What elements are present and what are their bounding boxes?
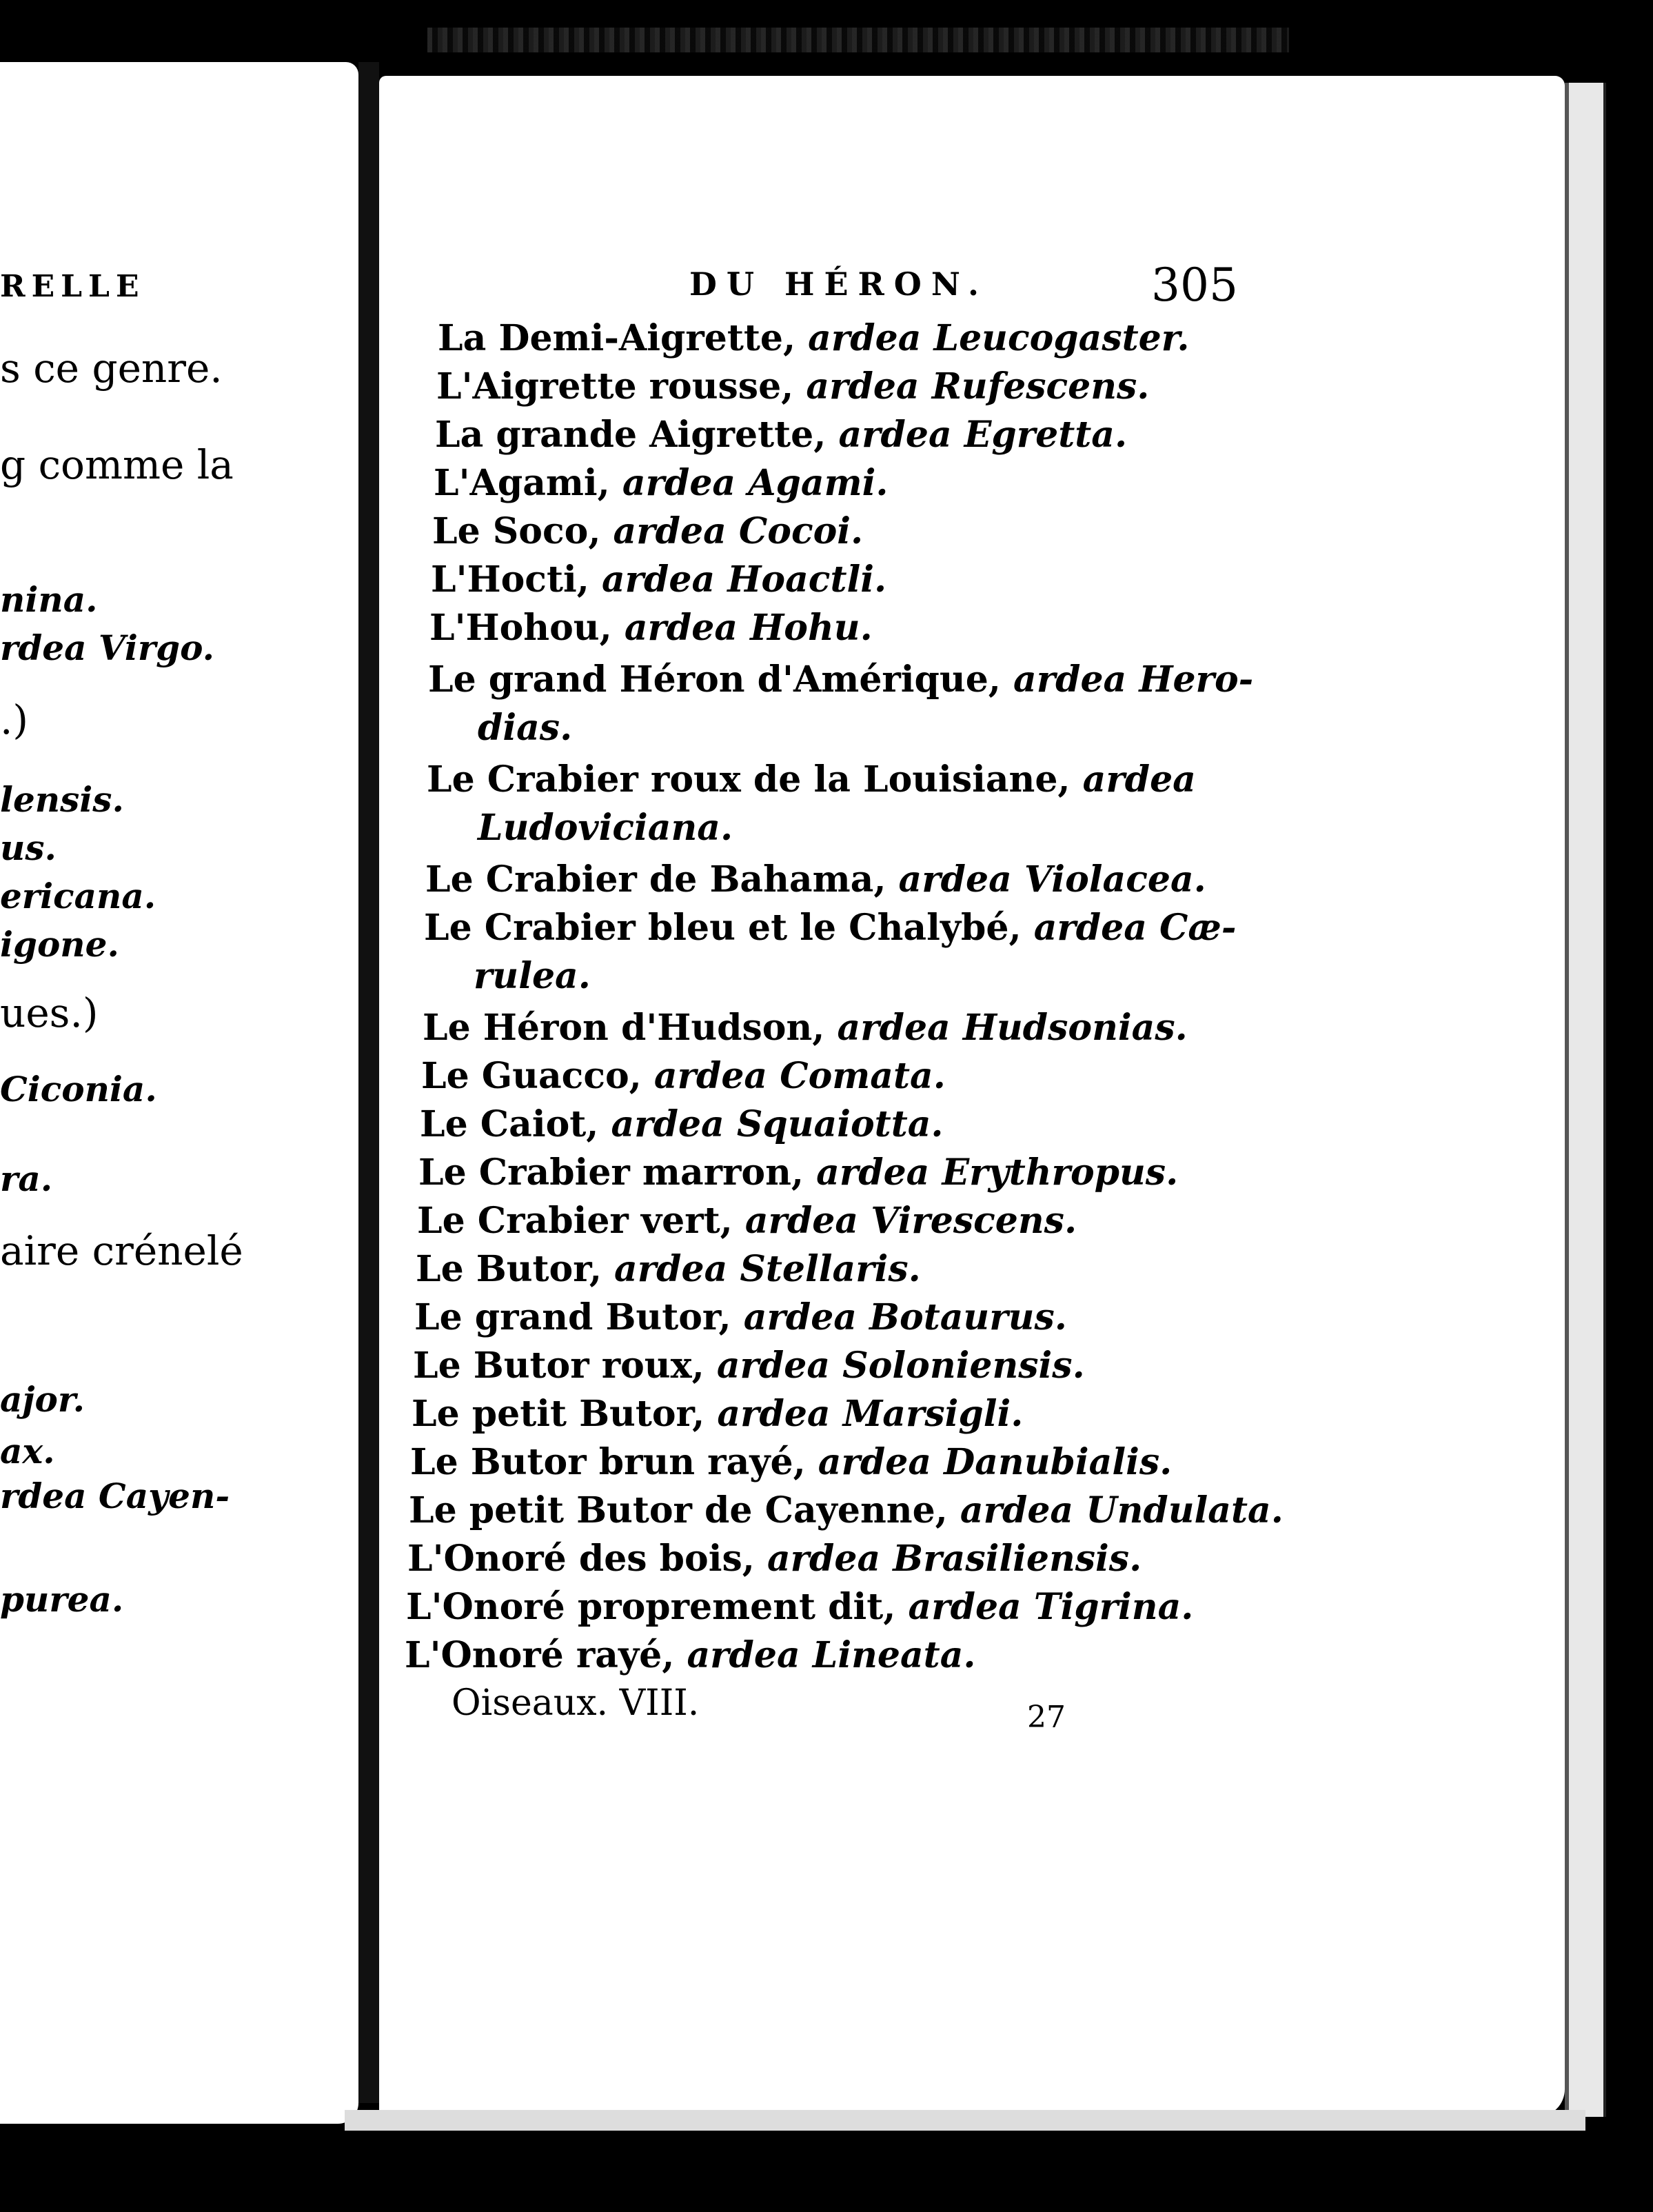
top-edge-noise [427,28,1289,52]
left-page-line: ericana. [0,876,156,916]
left-page-line: ax. [0,1431,55,1471]
latin-name: ardea Marsigli. [717,1393,1024,1435]
species-name: L'Hohou, [429,607,625,649]
species-name: L'Onoré proprement dit, [406,1586,909,1628]
species-name: Le petit Butor, [412,1393,718,1435]
species-name: Le Crabier de Bahama, [425,858,899,901]
species-name: Le petit Butor de Cayenne, [409,1489,960,1531]
running-header: DU HÉRON. [689,265,988,303]
species-name: Le Crabier marron, [418,1152,817,1194]
left-page-line: rdea Cayen- [0,1476,230,1516]
list-item [436,365,1149,408]
list-item [434,462,888,504]
list-item [414,1296,1067,1338]
species-name: Le Crabier vert, [417,1200,745,1242]
left-page-line: aire crénelé [0,1227,243,1274]
page-bottom-edge [345,2110,1585,2131]
left-page-line: igone. [0,924,119,965]
left-page-line: ra. [0,1158,53,1199]
left-page-line: us. [0,827,57,868]
latin-name: ardea Hoactli. [601,559,887,601]
list-item [431,559,886,601]
species-name: Le Caiot, [420,1103,611,1145]
signature-number: 27 [1027,1700,1066,1735]
latin-name: ardea Stellaris. [614,1248,921,1290]
latin-name: ardea Brasiliensis. [767,1538,1142,1580]
species-name: Le Guacco, [421,1055,654,1097]
list-item [432,510,863,552]
list-item [416,1248,921,1290]
latin-name-continuation: dias. [478,707,573,749]
species-name: L'Hocti, [431,559,602,601]
latin-name: ardea Agami. [622,462,889,504]
list-item [418,1152,1178,1194]
list-item [409,1489,1284,1531]
species-name: Le Soco, [432,510,613,552]
latin-name: ardea Danubialis. [818,1441,1173,1483]
latin-name: ardea Egretta. [838,414,1128,456]
species-name: Le Butor roux, [413,1345,717,1387]
species-name: Le Butor brun rayé, [410,1441,818,1483]
left-page [0,62,358,2124]
latin-name: ardea Squaiotta. [611,1103,944,1145]
latin-name: ardea Violacea. [898,858,1206,901]
list-item [407,1538,1142,1580]
left-page-header-fragment: RELLE [0,269,145,304]
left-page-line: .) [0,696,29,743]
latin-name: ardea Cocoi. [613,510,864,552]
latin-name-continuation: rulea. [474,955,591,997]
species-name: L'Aigrette rousse, [436,365,807,408]
species-name: Le Héron d'Hudson, [423,1007,838,1049]
latin-name: ardea Hohu. [624,607,873,649]
latin-name-continuation: Ludoviciana. [478,807,733,849]
latin-name: ardea Botaurus. [743,1296,1067,1338]
signature-mark: Oiseaux. VIII. [452,1682,700,1724]
list-item [405,1634,976,1676]
list-item [412,1393,1023,1435]
latin-name: ardea Comata. [653,1055,946,1097]
list-item [423,1007,1188,1049]
left-page-line: purea. [0,1579,124,1620]
list-item [406,1586,1193,1628]
species-name: Le grand Butor, [414,1296,744,1338]
left-page-line: nina. [0,579,98,620]
species-name: Le Crabier roux de la Louisiane, [427,758,1083,801]
left-page-line: ues.) [0,989,99,1036]
list-item [410,1441,1172,1483]
species-name: La grande Aigrette, [435,414,839,456]
left-page-line: s ce genre. [0,345,223,392]
book-gutter [358,62,379,2103]
left-page-line: ajor. [0,1379,85,1420]
list-item [425,858,1206,901]
left-page-line: Ciconia. [0,1069,157,1109]
list-item [421,1055,946,1097]
species-name: Le Butor, [416,1248,615,1290]
latin-name: ardea [1082,758,1196,801]
latin-name: ardea Soloniensis. [716,1345,1085,1387]
latin-name: ardea Undulata. [960,1489,1284,1531]
latin-name: ardea Cæ- [1033,907,1237,949]
list-item [438,317,1189,359]
species-name: L'Onoré des bois, [407,1538,767,1580]
list-item [428,658,1253,701]
species-name: L'Onoré rayé, [405,1634,687,1676]
page-number: 305 [1151,259,1238,312]
list-item [413,1345,1085,1387]
list-item [429,607,873,649]
latin-name: ardea Hudsonias. [837,1007,1188,1049]
species-name: Le grand Héron d'Amérique, [428,658,1014,701]
page-edge [1565,83,1606,2117]
left-page-line: rdea Virgo. [0,627,215,668]
left-page-line: g comme la [0,441,234,488]
list-item [420,1103,944,1145]
latin-name: ardea Rufescens. [806,365,1150,408]
species-name: Le Crabier bleu et le Chalybé, [424,907,1034,949]
list-item [424,907,1236,949]
species-name: L'Agami, [434,462,622,504]
latin-name: ardea Tigrina. [908,1586,1194,1628]
left-page-line: lensis. [0,779,124,820]
latin-name: ardea Lineata. [687,1634,976,1676]
list-item [435,414,1127,456]
latin-name: ardea Virescens. [744,1200,1077,1242]
list-item [427,758,1196,801]
latin-name: ardea Erythropus. [816,1152,1179,1194]
latin-name: ardea Leucogaster. [808,317,1190,359]
species-name: La Demi-Aigrette, [438,317,809,359]
latin-name: ardea Hero- [1013,658,1254,701]
list-item [417,1200,1077,1242]
